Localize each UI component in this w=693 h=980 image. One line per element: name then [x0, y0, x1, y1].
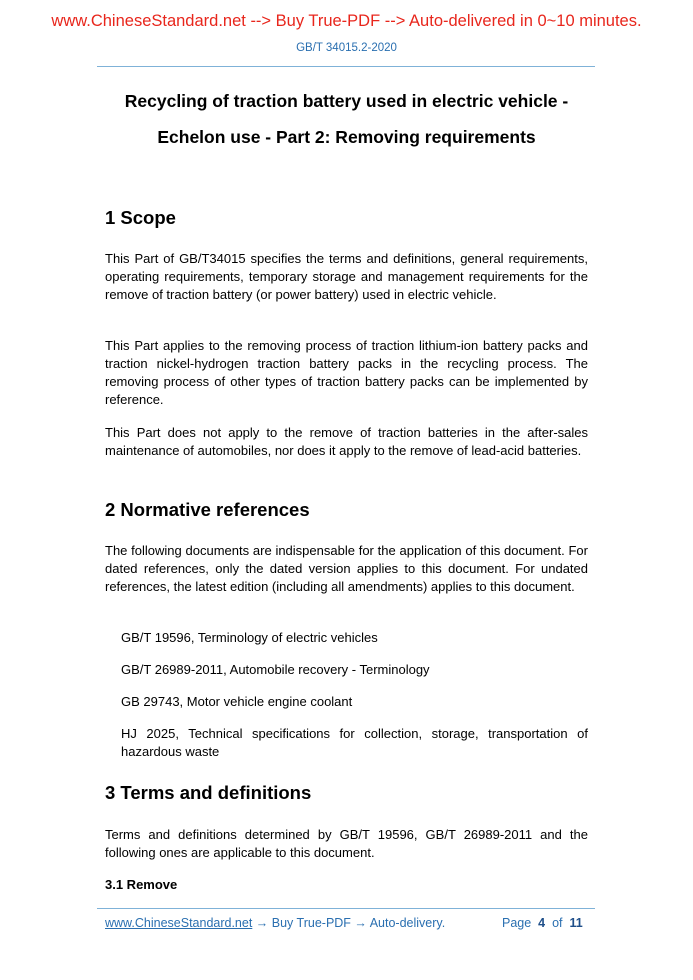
document-title-line-2: Echelon use - Part 2: Removing requirements	[157, 127, 536, 147]
section-heading-normative-references: 2 Normative references	[105, 499, 310, 520]
page-of-label: of	[552, 916, 563, 930]
page-total: 11	[569, 916, 583, 930]
reference-item: GB/T 26989-2011, Automobile recovery - Terminology	[121, 662, 430, 677]
terms-intro: Terms and definitions determined by GB/T 19596, GB/T 26989-2011 and the following ones are applicable to this document.	[105, 827, 588, 860]
subsection-heading-remove: 3.1 Remove	[105, 877, 178, 892]
doc-number: GB/T 34015.2-2020	[296, 42, 397, 54]
page-indicator	[502, 916, 583, 930]
footer-promo-tail: → Buy True-PDF → Auto-delivery.	[252, 916, 446, 930]
scope-paragraph-2: This Part applies to the removing process of traction lithium-ion battery packs and traction nickel-hydrogen traction battery packs in the recycling process. The removing process of other types of traction battery packs can be implemented by reference.	[105, 338, 588, 407]
document-title-line-1: Recycling of traction battery used in electric vehicle -	[124, 91, 569, 111]
reference-item: HJ 2025, Technical specifications for collection, storage, transportation of hazardous waste	[121, 726, 588, 759]
normative-intro: The following documents are indispensable for the application of this document. For dated references, only the dated version applies to this document. For undated references, the latest edition (including all amendments) applies to this document.	[105, 543, 588, 594]
section-heading-scope: 1 Scope	[105, 207, 176, 228]
page-label: Page	[502, 916, 532, 930]
header-divider	[97, 66, 595, 67]
reference-item: GB 29743, Motor vehicle engine coolant	[121, 694, 353, 709]
reference-item: GB/T 19596, Terminology of electric vehicles	[121, 630, 378, 645]
footer-promo	[105, 916, 445, 930]
footer-divider	[97, 908, 595, 909]
section-heading-terms-definitions: 3 Terms and definitions	[105, 782, 312, 803]
footer-site-link[interactable]: www.ChineseStandard.net	[105, 916, 253, 930]
scope-paragraph-3: This Part does not apply to the remove of traction batteries in the after-sales maintenance of automobiles, nor does it apply to the remove of lead-acid batteries.	[105, 425, 588, 458]
scope-paragraph-1: This Part of GB/T34015 specifies the terms and definitions, general requirements, operating requirements, temporary storage and management requirements for the remove of traction battery (or power battery) used in electric vehicle.	[105, 251, 588, 302]
page-current: 4	[538, 916, 546, 930]
promo-banner[interactable]: www.ChineseStandard.net --> Buy True-PDF --> Auto-delivered in 0~10 minutes.	[51, 12, 642, 30]
